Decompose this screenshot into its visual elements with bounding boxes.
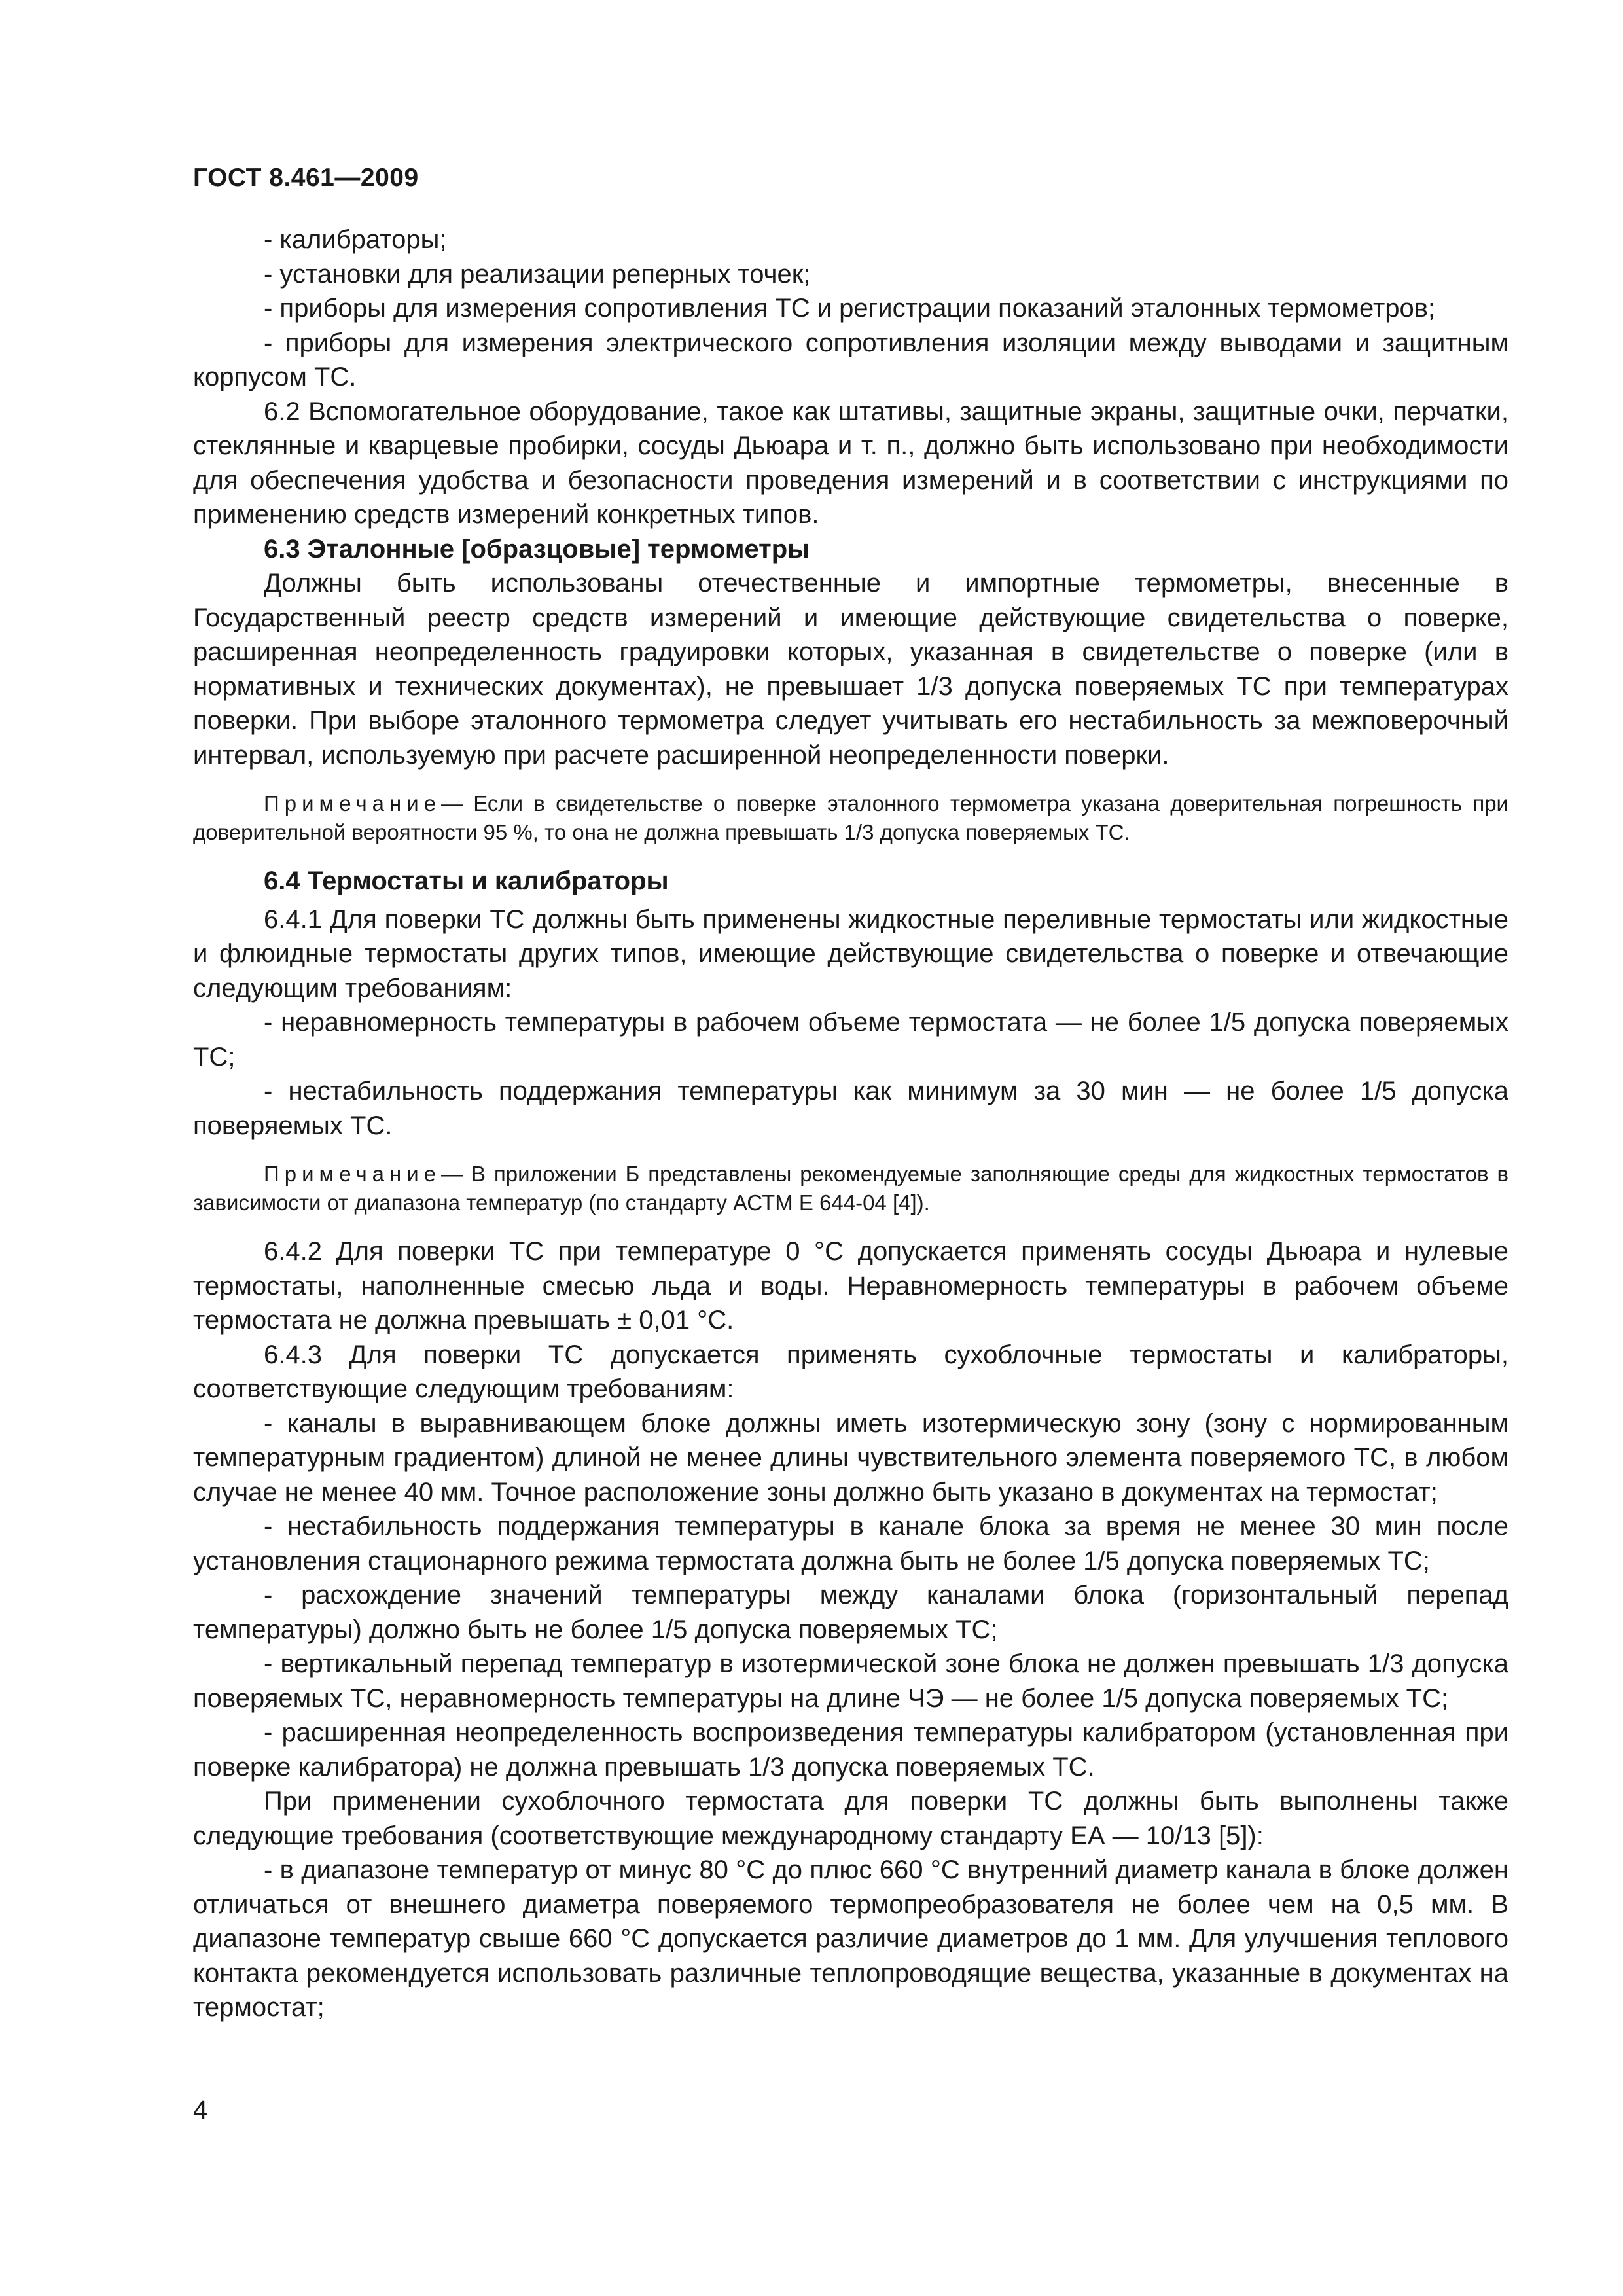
list-item: - приборы для измерения электрического сопротивления изоляции между выводами и защитным корпусом ТС. xyxy=(193,328,1508,391)
section-heading-6-4: 6.4 Термостаты и калибраторы xyxy=(264,867,669,895)
list-item: - каналы в выравнивающем блоке должны иметь изотермическую зону (зону с нормированным температурным градиентом) длиной не менее длины чувствительного элемента поверяемого ТС, в любом случае не менее 40 мм. Точное расположение зоны должно быть указано в документах на термостат; xyxy=(193,1408,1508,1507)
paragraph-6-4-2: 6.4.2 Для поверки ТС при температуре 0 °С допускается применять сосуды Дьюара и нулевые термостаты, наполненные смесью льда и воды. Неравномерность температуры в рабочем объеме термостата не должна превышать ± 0,01 °С. xyxy=(193,1237,1508,1335)
note-label: Примечание xyxy=(264,791,442,816)
list-item: - вертикальный перепад температур в изотермической зоне блока не должен превышать 1/3 допуска поверяемых ТС, неравномерность температуры на длине ЧЭ — не более 1/5 допуска поверяемых ТС; xyxy=(193,1649,1508,1713)
section-heading-6-3: 6.3 Эталонные [образцовые] термометры xyxy=(264,534,810,564)
paragraph-6-4-1: 6.4.1 Для поверки ТС должны быть применены жидкостные переливные термостаты или жидкостные и флюидные термостаты других типов, имеющие действующие свидетельства о поверке и отвечающие следующим требованиям: xyxy=(193,905,1508,1003)
page-number: 4 xyxy=(193,2096,208,2125)
note-2 xyxy=(193,1160,1508,1217)
list-item: - нестабильность поддержания температуры в канале блока за время не менее 30 мин после установления стационарного режима термостата должна быть не более 1/5 допуска поверяемых ТС; xyxy=(193,1512,1508,1575)
paragraph-6-3: Должны быть использованы отечественные и импортные термометры, внесенные в Государственный реестр средств измерений и имеющие действующие свидетельства о поверке, расширенная неопределенность градуировки которых, указанная в свидетельстве о поверке (или в нормативных и технических документах), не превышает 1/3 допуска поверяемых ТС при температурах поверки. При выборе эталонного термометра следует учитывать его нестабильность за межповерочный интервал, используемую при расчете расширенной неопределенности поверки. xyxy=(193,569,1508,770)
list-item: - калибраторы; xyxy=(264,225,447,254)
list-item: - расхождение значений температуры между каналами блока (горизонтальный перепад температуры) должно быть не более 1/5 допуска поверяемых ТС; xyxy=(193,1581,1508,1644)
note-text: — В приложении Б представлены рекомендуемые заполняющие среды для жидкостных термостатов в зависимости от диапазона температур (по стандарту АСТМ Е 644-04 [4]). xyxy=(193,1162,1508,1215)
document-body xyxy=(193,223,1508,2025)
note-text: — Если в свидетельстве о поверке эталонного термометра указана доверительная погрешность при доверительной вероятности 95 %, то она не должна превышать 1/3 допуска поверяемых ТС. xyxy=(193,791,1508,844)
paragraph-6-4-3: 6.4.3 Для поверки ТС допускается применять сухоблочные термостаты и калибраторы, соответствующие следующим требованиям: xyxy=(193,1340,1508,1403)
paragraph-dry-block: При применении сухоблочного термостата для поверки ТС должны быть выполнены также следующие требования (соответствующие международному стандарту ЕА — 10/13 [5]): xyxy=(193,1787,1508,1850)
list-item: - установки для реализации реперных точек; xyxy=(264,259,811,289)
note-label: Примечание xyxy=(264,1162,442,1186)
paragraph-6-2: 6.2 Вспомогательное оборудование, такое как штативы, защитные экраны, защитные очки, перчатки, стеклянные и кварцевые пробирки, сосуды Дьюара и т. п., должно быть использовано при необходимости для обеспечения удобства и безопасности проведения измерений и в соответствии с инструкциями по применению средств измерений конкретных типов. xyxy=(193,397,1508,529)
list-item: - в диапазоне температур от минус 80 °С до плюс 660 °С внутренний диаметр канала в блоке должен отличаться от внешнего диаметра поверяемого термопреобразователя не более чем на 0,5 мм. В диапазоне температур свыше 660 °С допускается различие диаметров до 1 мм. Для улучшения теплового контакта рекомендуется использовать различные теплопроводящие вещества, указанные в документах на термостат; xyxy=(193,1856,1508,2022)
list-item: - неравномерность температуры в рабочем объеме термостата — не более 1/5 допуска поверяемых ТС; xyxy=(193,1008,1508,1071)
document-header: ГОСТ 8.461—2009 xyxy=(193,164,419,192)
list-item: - расширенная неопределенность воспроизведения температуры калибратором (установленная при поверке калибратора) не должна превышать 1/3 допуска поверяемых ТС. xyxy=(193,1718,1508,1782)
note-1 xyxy=(193,789,1508,847)
list-item: - приборы для измерения сопротивления ТС и регистрации показаний эталонных термометров; xyxy=(264,294,1436,323)
list-item: - нестабильность поддержания температуры как минимум за 30 мин — не более 1/5 допуска поверяемых ТС. xyxy=(193,1077,1508,1140)
